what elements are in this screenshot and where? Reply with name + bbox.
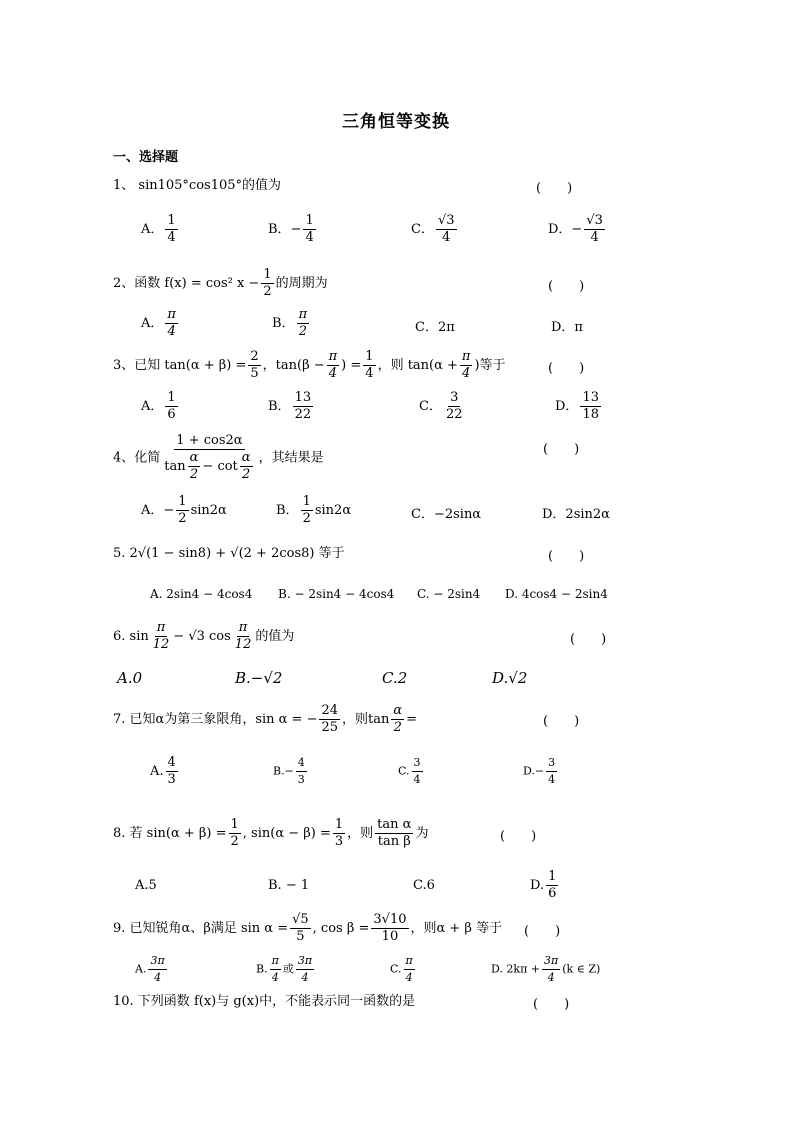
q9-option-d[interactable]: D. 2kπ + $\frac{3\pi}{4}$ (k ∈ Z) (491, 954, 601, 984)
q2-option-c[interactable]: C．2π (415, 320, 455, 335)
q3-option-d[interactable]: D． $\frac{13}{18}$ (555, 390, 599, 422)
q6-option-a[interactable]: A.0 (117, 669, 143, 687)
question-5: 5. 2√(1 − sin8) + √(2 + 2cos8) 等于 (113, 546, 345, 561)
q9-option-a[interactable]: A. $\frac{3\pi}{4}$ (135, 954, 165, 984)
question-6: 6. sin $\frac{\pi}{12}$ − √3 cos $\frac{\pi}{12}$ 的值为 (113, 620, 295, 652)
q8-option-b[interactable]: B. − 1 (268, 878, 310, 893)
answer-paren-4[interactable]: ( ) (543, 442, 580, 457)
question-1: 1、 sin105°cos105°的值为 (113, 178, 282, 193)
q2-option-a[interactable]: A． $\frac{\pi}{4}$ (141, 307, 176, 339)
section-heading: 一、选择题 (113, 150, 179, 165)
q9-option-c[interactable]: C. $\frac{\pi}{4}$ (390, 954, 413, 984)
question-10: 10. 下列函数 f(x)与 g(x)中，不能表示同一函数的是 (113, 994, 416, 1009)
question-8: 8. 若 sin(α + β) = $\frac{1}{2}$ , sin(α − β) = $\frac{1}{3}$ ，则 $\frac{\text{tan α}}{\text{tan β}}$ 为 (113, 817, 429, 849)
q7-option-c[interactable]: C. $\frac{3}{4}$ (398, 756, 421, 786)
q3-option-b[interactable]: B． $\frac{13}{22}$ (268, 390, 312, 422)
page-title: 三角恒等变换 (342, 112, 450, 132)
q1-option-d[interactable]: D．− $\frac{√3}{4}$ (548, 213, 603, 245)
q7-option-d[interactable]: D.− $\frac{3}{4}$ (523, 756, 556, 786)
q2-option-b[interactable]: B． $\frac{\pi}{2}$ (272, 307, 308, 339)
answer-paren-6[interactable]: ( ) (570, 632, 607, 647)
q5-option-d[interactable]: D. 4cos4 − 2sin4 (505, 587, 608, 601)
answer-paren-2[interactable]: ( ) (548, 279, 585, 294)
q1-option-c[interactable]: C． $\frac{√3}{4}$ (411, 213, 455, 245)
q4-option-c[interactable]: C．−2sinα (411, 507, 482, 522)
answer-paren-7[interactable]: ( ) (543, 714, 580, 729)
q4-option-d[interactable]: D．2sin2α (542, 507, 610, 522)
q5-option-b[interactable]: B. − 2sin4 − 4cos4 (278, 587, 395, 601)
q3-option-a[interactable]: A． $\frac{1}{6}$ (141, 390, 176, 422)
answer-paren-1[interactable]: ( ) (536, 181, 573, 196)
q6-option-c[interactable]: C.2 (382, 669, 408, 687)
question-7: 7. 已知α为第三象限角，sin α = − $\frac{24}{25}$ ，则tan $\frac{\alpha}{2}$ = (113, 703, 418, 735)
question-9: 9. 已知锐角α、β满足 sin α = $\frac{√5}{5}$ , cos β = $\frac{3√10}{10}$ ，则α + β 等于 (113, 912, 503, 944)
answer-paren-9[interactable]: ( ) (524, 924, 561, 939)
q8-option-a[interactable]: A.5 (135, 878, 157, 893)
q8-option-c[interactable]: C.6 (413, 878, 435, 893)
q1-option-b[interactable]: B．− $\frac{1}{4}$ (268, 213, 314, 245)
q7-option-b[interactable]: B.− $\frac{4}{3}$ (273, 756, 305, 786)
q4-option-a[interactable]: A．− $\frac{1}{2}$ sin2α (141, 494, 227, 526)
q5-option-c[interactable]: C. − 2sin4 (417, 587, 481, 601)
q2-option-d[interactable]: D．π (551, 320, 583, 335)
question-2: 2、函数 f(x) = cos² x − $\frac{1}{2}$ 的周期为 (113, 267, 328, 299)
q7-option-a[interactable]: A. $\frac{4}{3}$ (150, 755, 176, 787)
q3-option-c[interactable]: C． $\frac{3}{22}$ (419, 390, 463, 422)
q6-option-b[interactable]: B.−√2 (235, 669, 283, 687)
answer-paren-10[interactable]: ( ) (533, 997, 570, 1012)
q8-option-d[interactable]: D. $\frac{1}{6}$ (530, 869, 557, 901)
answer-paren-8[interactable]: ( ) (500, 829, 537, 844)
answer-paren-3[interactable]: ( ) (548, 361, 585, 376)
q1-option-a[interactable]: A． $\frac{1}{4}$ (141, 213, 176, 245)
question-3: 3、已知 tan(α + β) = $\frac{2}{5}$ ，tan(β − $\frac{\pi}{4}$ ) = $\frac{1}{4}$ ，则 tan(α + $\frac{\pi}{4}$ )等于 (113, 349, 506, 381)
q4-option-b[interactable]: B． $\frac{1}{2}$ sin2α (276, 494, 352, 526)
q5-option-a[interactable]: A. 2sin4 − 4cos4 (150, 587, 253, 601)
answer-paren-5[interactable]: ( ) (548, 549, 585, 564)
q9-option-b[interactable]: B. $\frac{\pi}{4}$ 或 $\frac{3\pi}{4}$ (256, 954, 313, 984)
q6-option-d[interactable]: D.√2 (492, 669, 528, 687)
question-4: 4、化简 1 + cos2α tan $\frac{\alpha}{2}$ − cot $\frac{\alpha}{2}$ ，其结果是 (113, 433, 324, 482)
